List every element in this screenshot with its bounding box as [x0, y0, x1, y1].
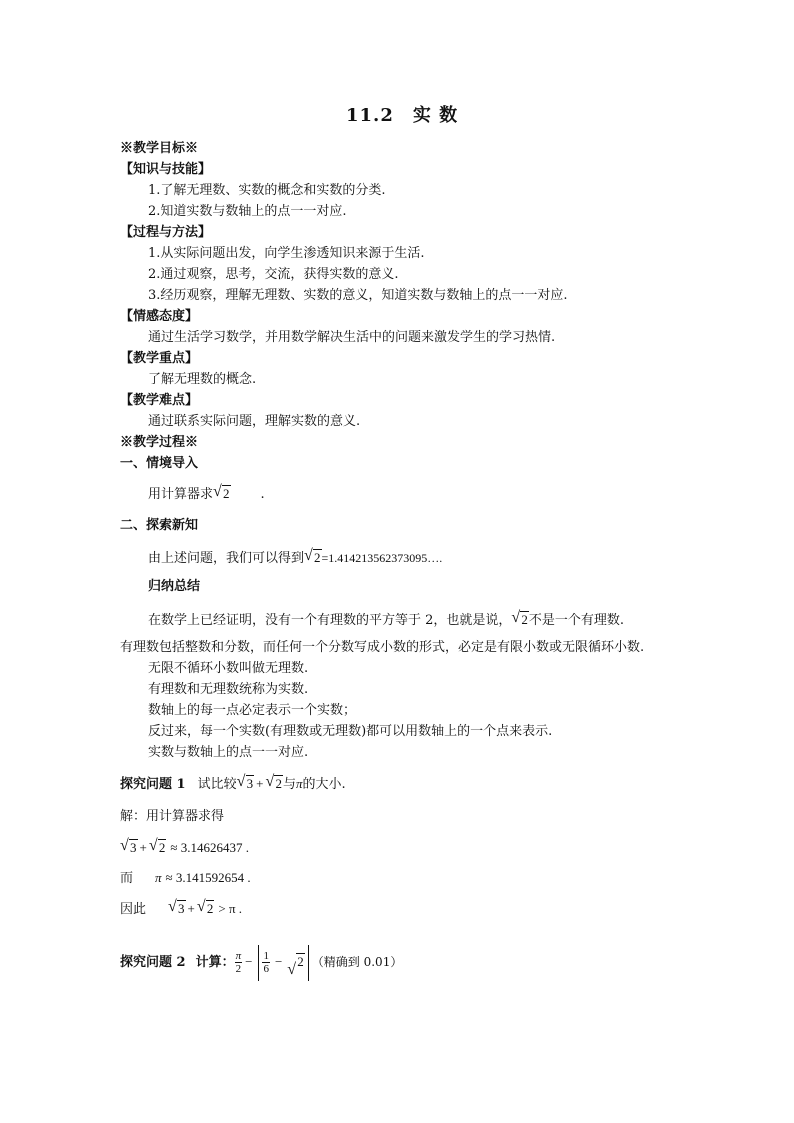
sqrt-3-expression [120, 837, 138, 856]
question-2-precision: （精确到 0.01） [311, 955, 403, 969]
sqrt-2-expression [304, 547, 322, 566]
pi-symbol: π [295, 776, 303, 791]
radicand: 3 [130, 840, 137, 855]
section-1-heading: 一、情境导入 [120, 456, 199, 471]
pi-symbol: π [155, 870, 162, 885]
teaching-goals-heading: ※教学目标※ [120, 141, 199, 156]
knowledge-item-2: 2.知道实数与数轴上的点一一对应. [148, 204, 347, 219]
sqrt-2-expression [287, 944, 305, 980]
section-1-text [148, 483, 265, 503]
radical-sign-icon: √ [148, 837, 158, 854]
section-emotion-heading: 【情感态度】 [120, 309, 199, 324]
radical-sign-icon: √ [511, 609, 521, 626]
key-point-item-1: 了解无理数的概念. [148, 372, 257, 387]
definition-irrational: 无限不循环小数叫做无理数. [148, 661, 309, 676]
equation-3 [120, 898, 243, 917]
fraction-numerator: π [235, 950, 242, 962]
sqrt-2-expression [213, 483, 231, 502]
question-1 [120, 773, 346, 793]
fraction-denominator: 2 [235, 963, 242, 975]
sqrt-2-decimal-value: =1.414213562373095…. [321, 551, 443, 565]
difficulty-item-1: 通过联系实际问题，理解实数的意义. [148, 414, 361, 429]
question-2-text: 计算： [195, 955, 235, 970]
equation-2 [120, 870, 251, 886]
question-1-text-b: 与 [282, 777, 296, 792]
radicand: 2 [206, 901, 214, 916]
number-line-statement-1: 数轴上的每一点必定表示一个实数； [148, 703, 357, 718]
sqrt-3-expression [168, 898, 186, 917]
question-1-text-c: 的大小. [302, 777, 346, 792]
page-title: 11.2 实 数 [346, 105, 459, 126]
knowledge-item-1: 1.了解无理数、实数的概念和实数的分类. [148, 183, 386, 198]
radical-sign-icon: √ [236, 773, 246, 790]
equation-2-word: 而 [120, 870, 134, 885]
section-1-tail: . [260, 487, 265, 502]
radicand: 2 [521, 612, 528, 627]
sqrt-2-expression [265, 773, 283, 792]
minus-sign: − [245, 954, 253, 969]
radicand: 3 [246, 776, 254, 791]
process-item-1: 1.从实际问题出发，向学生渗透知识来源于生活. [148, 246, 425, 261]
radical-sign-icon: √ [213, 483, 222, 500]
radicand: 3 [178, 901, 185, 916]
number-line-statement-3: 实数与数轴上的点一一对应. [148, 745, 309, 760]
plus-sign: + [139, 840, 147, 855]
sqrt-3-expression [236, 773, 255, 792]
plus-sign: + [187, 901, 195, 916]
sqrt-2-expression [196, 898, 215, 917]
one-sixth-fraction [262, 950, 270, 975]
section-key-point-heading: 【教学重点】 [120, 351, 199, 366]
equation-1-rhs: ≈ 3.14626437 . [170, 840, 249, 855]
section-1-text-label: 用计算器求 [148, 487, 214, 502]
section-2-text-a: 由上述问题，我们可以得到 [148, 551, 305, 566]
plus-sign: + [256, 776, 264, 791]
fraction-denominator: 6 [263, 963, 269, 975]
process-item-2: 2.通过观察，思考，交流，获得实数的意义. [148, 267, 399, 282]
radical-sign-icon: √ [265, 773, 275, 790]
section-difficulty-heading: 【教学难点】 [120, 393, 199, 408]
teaching-process-heading: ※教学过程※ [120, 435, 199, 450]
radical-sign-icon: √ [120, 837, 129, 854]
process-item-3: 3.经历观察，理解无理数、实数的意义，知道实数与数轴上的点一一对应. [148, 288, 568, 303]
summary-paragraph-a: 在数学上已经证明，没有一个有理数的平方等于 2，也就是说， [148, 613, 512, 628]
radicand: 2 [297, 954, 304, 969]
question-1-text-a: 试比较 [197, 777, 237, 792]
equation-3-rhs: > π . [218, 901, 243, 916]
emotion-item-1: 通过生活学习数学，并用数学解决生活中的问题来激发学生的学习热情. [148, 330, 556, 345]
summary-heading: 归纳总结 [148, 579, 201, 594]
summary-paragraph-line-1 [148, 609, 625, 629]
radicand: 2 [314, 550, 321, 565]
question-2 [120, 944, 402, 981]
equation-2-rhs: ≈ 3.141592654 . [165, 870, 251, 885]
radicand: 2 [158, 840, 166, 855]
summary-paragraph-b: 不是一个有理数. [528, 613, 625, 628]
fraction-numerator: 1 [263, 950, 269, 962]
question-2-label: 探究问题 2 [120, 955, 186, 970]
minus-sign: − [274, 954, 283, 969]
absolute-value-bar-right [308, 945, 309, 981]
section-2-heading: 二、探索新知 [120, 518, 199, 533]
radicand: 2 [275, 776, 282, 791]
section-2-text [148, 547, 443, 567]
section-process-heading: 【过程与方法】 [120, 225, 212, 240]
radical-sign-icon: √ [168, 898, 177, 915]
equation-1 [120, 837, 249, 856]
solution-label: 解：用计算器求得 [120, 809, 225, 824]
sqrt-2-expression [511, 609, 529, 628]
absolute-value-bar-left [258, 945, 259, 981]
question-1-label: 探究问题 1 [120, 777, 186, 792]
sqrt-2-expression [148, 837, 167, 856]
radical-sign-icon: √ [196, 898, 206, 915]
radical-sign-icon: √ [287, 961, 297, 978]
radicand: 2 [223, 486, 230, 501]
definition-real: 有理数和无理数统称为实数. [148, 682, 309, 697]
summary-paragraph-line-2: 有理数包括整数和分数，而任何一个分数写成小数的形式，必定是有限小数或无限循环小数. [120, 640, 645, 655]
pi-over-2-fraction [235, 950, 243, 975]
number-line-statement-2: 反过来，每一个实数(有理数或无理数)都可以用数轴上的一个点来表示. [148, 724, 553, 739]
section-knowledge-heading: 【知识与技能】 [120, 162, 212, 177]
equation-3-word: 因此 [120, 901, 147, 916]
radical-sign-icon: √ [304, 547, 313, 564]
